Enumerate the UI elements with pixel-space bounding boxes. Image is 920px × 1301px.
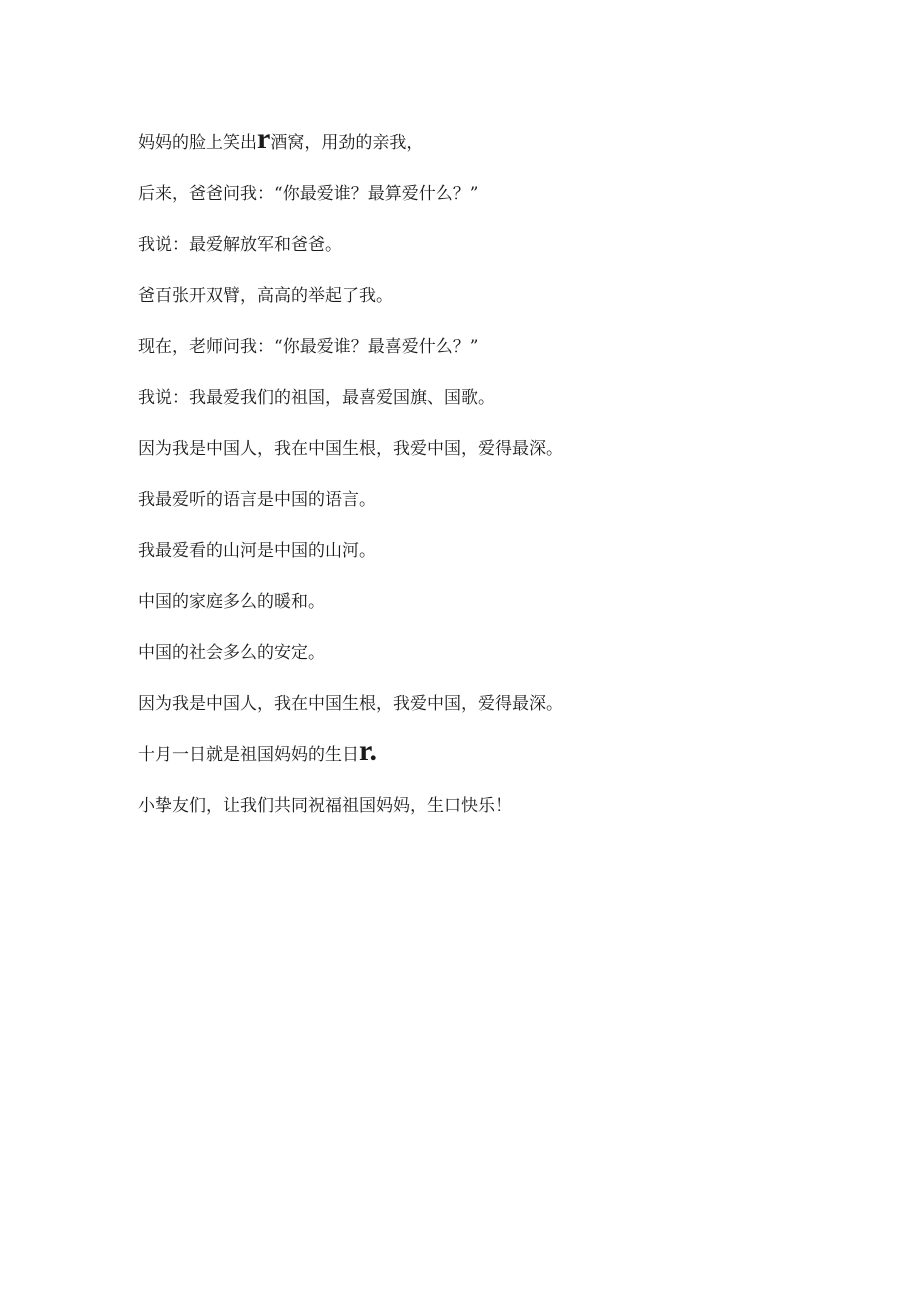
text-line-4: 爸百张开双臂，高高的举起了我。 — [138, 286, 393, 306]
text-line-7: 因为我是中国人，我在中国生根，我爱中国，爱得最深。 — [138, 439, 563, 459]
poem-body — [138, 122, 878, 842]
text-line-14: 小挚友们，让我们共同祝福祖国妈妈，生口快乐！ — [138, 796, 512, 816]
text-line-11: 中国的社会多么的安定。 — [138, 643, 325, 663]
text-line-13 — [138, 734, 878, 770]
text-line-3: 我说：最爱解放军和爸爸。 — [138, 235, 342, 255]
text-line-8: 我最爱听的语言是中国的语言。 — [138, 490, 376, 510]
enlarged-glyph: r. — [359, 734, 378, 767]
text-line-12: 因为我是中国人，我在中国生根，我爱中国，爱得最深。 — [138, 694, 563, 714]
text-line-9: 我最爱看的山河是中国的山河。 — [138, 541, 376, 561]
text-segment: 酒窝，用劲的亲我， — [270, 133, 424, 153]
text-line-1 — [138, 122, 878, 158]
text-line-6: 我说：我最爱我们的祖国，最喜爱国旗、国歌。 — [138, 388, 495, 408]
text-line-10: 中国的家庭多么的暖和。 — [138, 592, 325, 612]
enlarged-glyph: r — [257, 122, 271, 155]
text-segment: 十月一日就是祖国妈妈的生日 — [138, 745, 359, 765]
text-line-2: 后来，爸爸问我：“你最爱谁？最算爱什么？” — [138, 184, 479, 204]
text-line-5: 现在，老师问我：“你最爱谁？最喜爱什么？” — [138, 337, 479, 357]
text-segment: 妈妈的脸上笑出 — [138, 133, 257, 153]
